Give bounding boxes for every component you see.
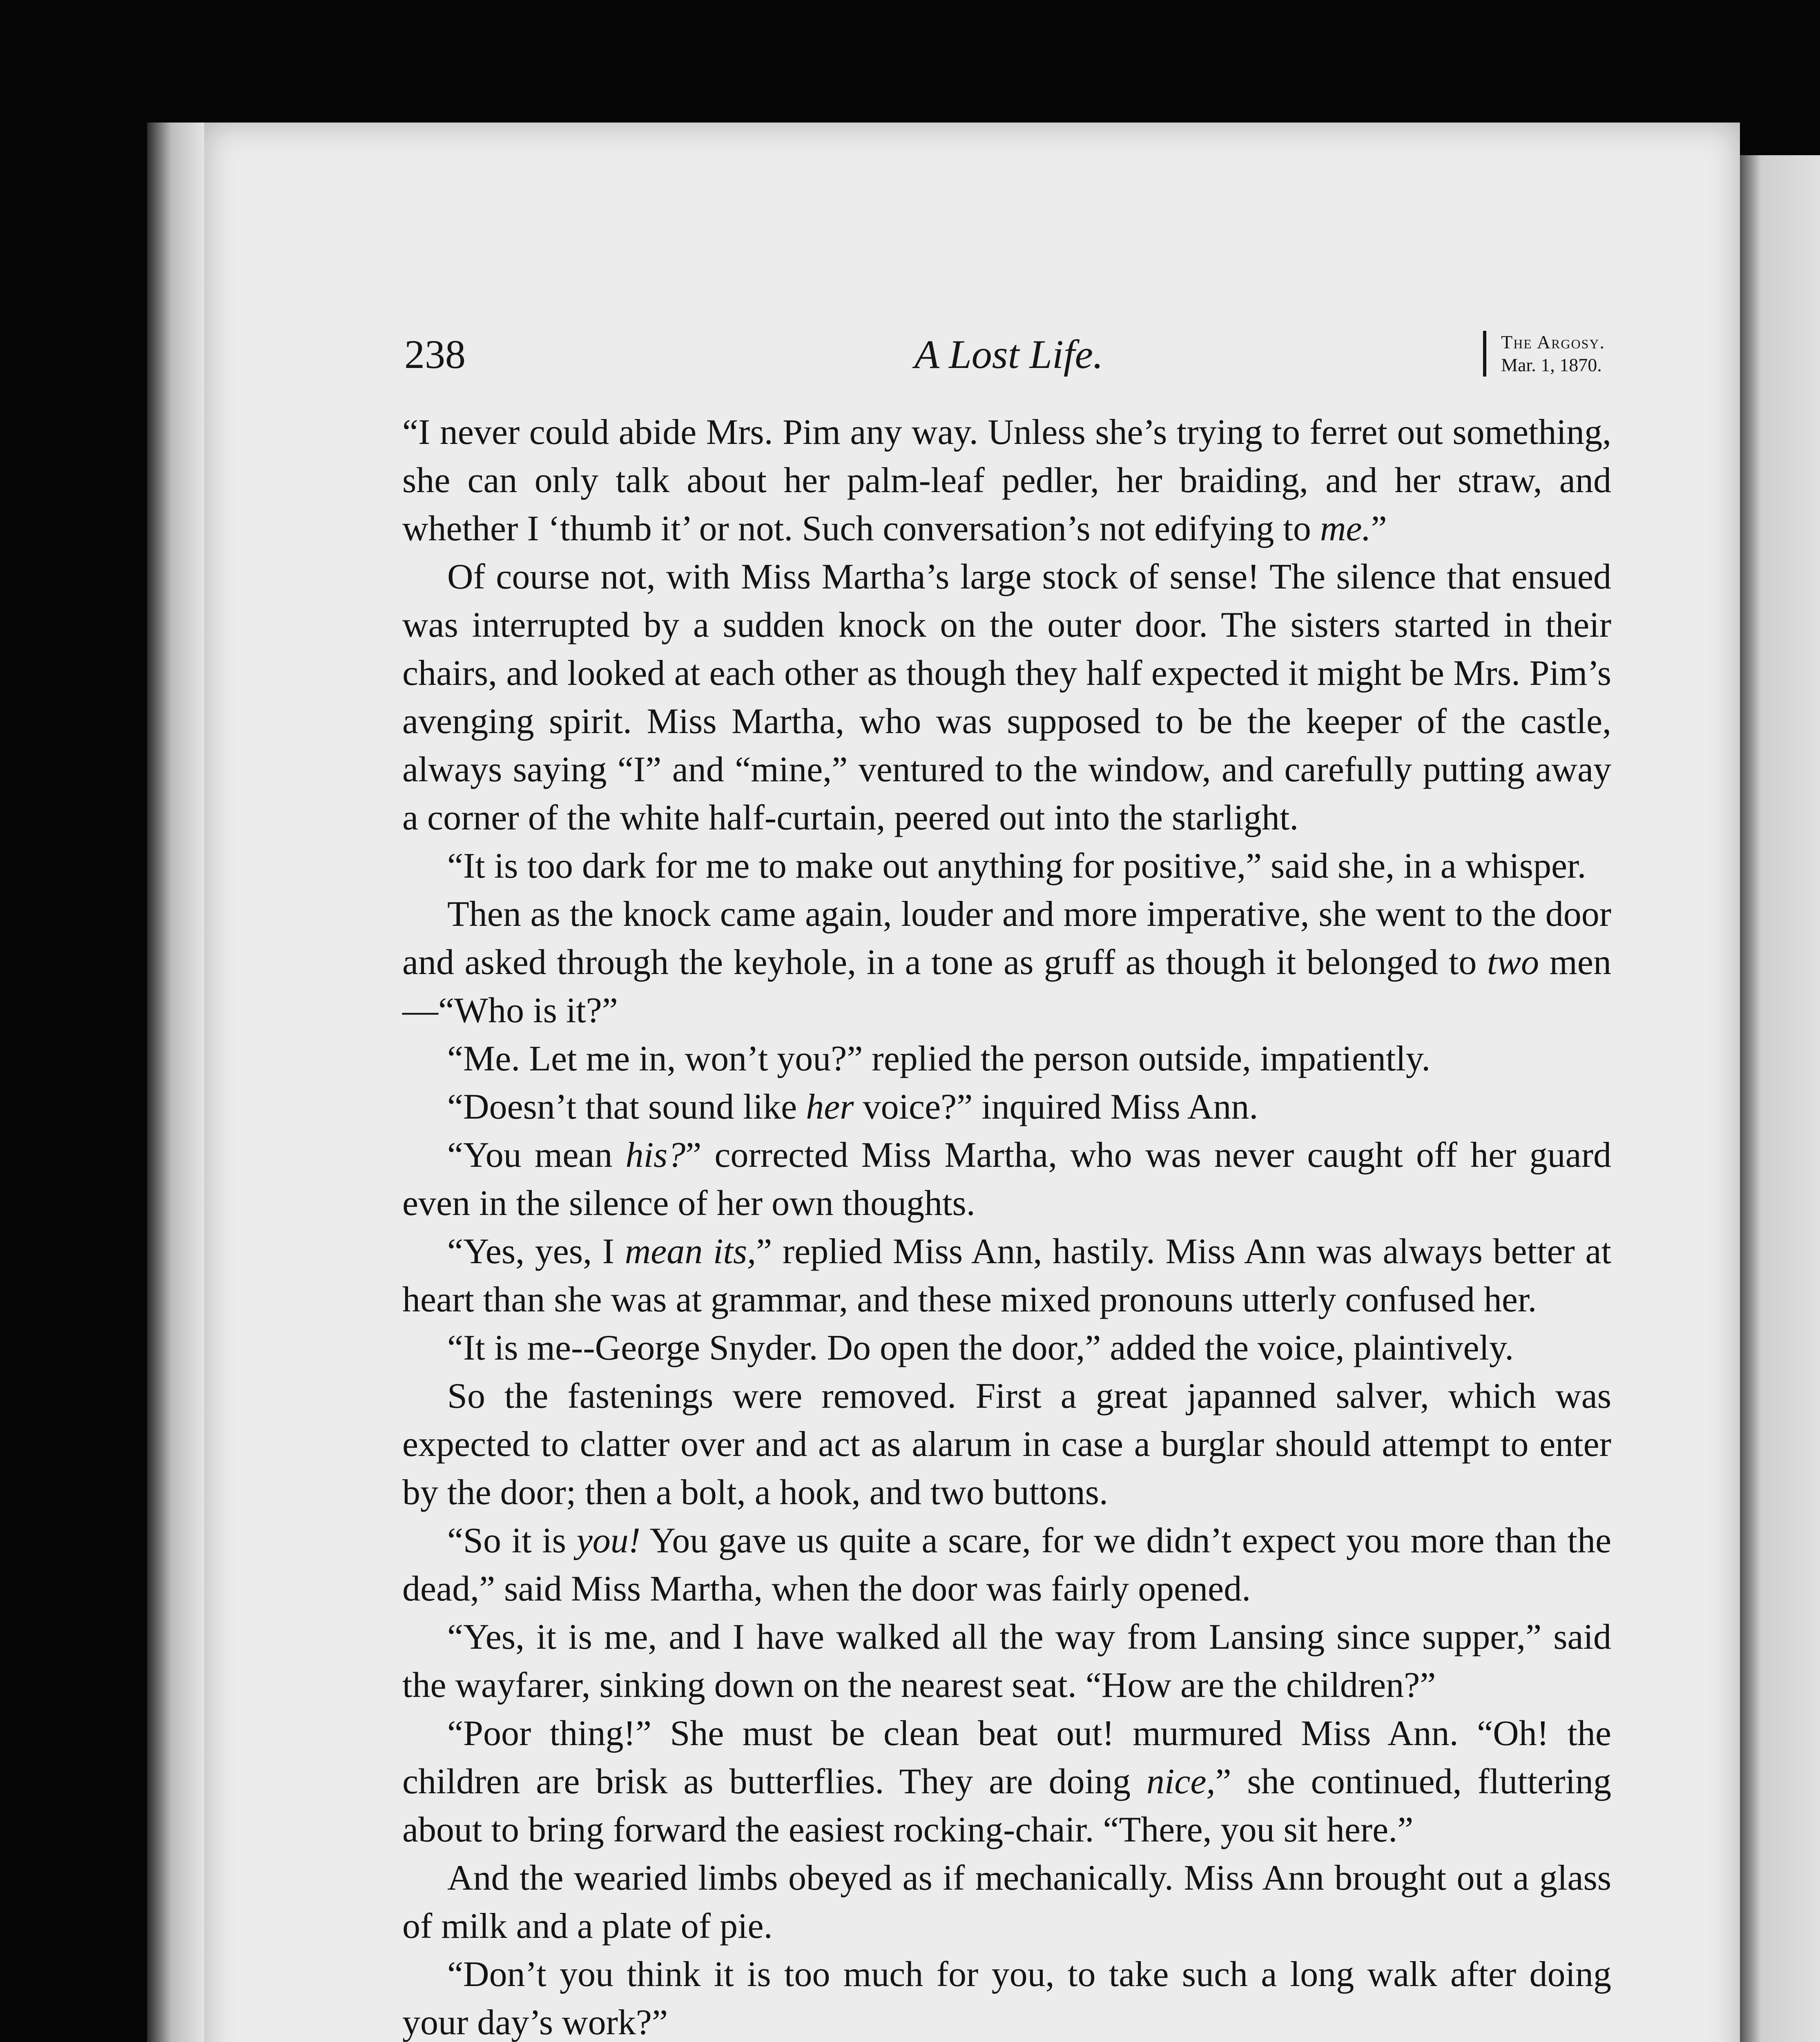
- body-text: [402, 408, 1611, 2042]
- journal-name: The Argosy.: [1501, 332, 1605, 352]
- paragraph: [402, 1613, 1611, 1710]
- paragraph: [402, 553, 1611, 842]
- text-run: ” she continued, fluttering about to bring forward the easiest rocking-chair. “There, you sit here.”: [402, 1762, 1611, 1850]
- text-run: So the fastenings were removed. First a great japanned salver, which was expected to clatter over and act as alarum in case a burglar should attempt to enter by the door; then a bolt, a hook, and two buttons.: [402, 1376, 1611, 1512]
- paragraph: [402, 1228, 1611, 1324]
- text-run: “I never could abide Mrs. Pim any way. Unless she’s trying to ferret out something, she can only talk about her palm-leaf pedler, her braiding, and her straw, and whether I ‘thumb it’ or not. Such conversation’s not edifying to: [402, 412, 1611, 548]
- text-run: ” corrected Miss Martha, who was never caught off her guard even in the silence of her own thoughts.: [402, 1135, 1611, 1223]
- text-run: “Yes, yes, I: [447, 1232, 625, 1271]
- page-number: 238: [404, 332, 466, 377]
- text-run: “Poor thing!” She must be clean beat out! murmured Miss Ann. “Oh! the children are brisk as butterflies. They are doing: [402, 1714, 1611, 1801]
- text-run: You gave us quite a scare, for we didn’t expect you more than the dead,” said Miss Martha, when the door was fairly opened.: [402, 1521, 1612, 1609]
- running-title: A Lost Life.: [914, 332, 1104, 377]
- text-run: “Yes, it is me, and I have walked all the way from Lansing since supper,” said the wayfarer, sinking down on the nearest seat. “How are the children?”: [402, 1617, 1611, 1705]
- paragraph: [402, 1372, 1611, 1517]
- text-run: “Me. Let me in, won’t you?” replied the person outside, impatiently.: [447, 1039, 1431, 1079]
- journal-date: Mar. 1, 1870.: [1501, 354, 1602, 375]
- italic-run: mean its,: [625, 1232, 756, 1271]
- text-run: “Don’t you think it is too much for you, to take such a long walk after doing your day’s work?”: [402, 1955, 1611, 2042]
- paragraph: [402, 1324, 1611, 1372]
- text-run: “It is me--George Snyder. Do open the door,” added the voice, plaintively.: [447, 1328, 1514, 1368]
- text-run: men—“Who is it?”: [402, 943, 1611, 1030]
- paragraph: [402, 1035, 1611, 1083]
- facing-page-edge: [1736, 155, 1820, 2042]
- paragraph: [402, 1854, 1611, 1951]
- italic-run: me.: [1320, 509, 1371, 548]
- paragraph: [402, 408, 1611, 553]
- paragraph: [402, 1517, 1611, 1613]
- text-run: “Doesn’t that sound like: [447, 1087, 806, 1127]
- text-run: ”: [1371, 509, 1387, 548]
- italic-run: her: [806, 1087, 854, 1127]
- paragraph: [402, 1951, 1611, 2042]
- text-run: And the wearied limbs obeyed as if mechanically. Miss Ann brought out a glass of milk and a plate of pie.: [402, 1858, 1611, 1946]
- text-run: “So it is: [447, 1521, 577, 1560]
- running-head: [404, 327, 1613, 384]
- paragraph: [402, 890, 1611, 1035]
- italic-run: nice,: [1146, 1762, 1216, 1801]
- text-run: “It is too dark for me to make out anything for positive,” said she, in a whisper.: [447, 846, 1586, 886]
- italic-run: two: [1487, 943, 1539, 982]
- text-run: Of course not, with Miss Martha’s large stock of sense! The silence that ensued was interrupted by a sudden knock on the outer door. The sisters started in their chairs, and looked at each other as though they half expected it might be Mrs. Pim’s avenging spirit. Miss Martha, who was supposed to be the keeper of the castle, always saying “I” and “mine,” ventured to the window, and carefully putting away a corner of the white half-curtain, peered out into the starlight.: [402, 557, 1611, 838]
- text-run: ” replied Miss Ann, hastily. Miss Ann was always better at heart than she was at grammar, and these mixed pronouns utterly confused her.: [402, 1232, 1611, 1320]
- paragraph: [402, 1131, 1611, 1228]
- paragraph: [402, 1083, 1611, 1131]
- italic-run: you!: [576, 1521, 641, 1560]
- text-run: “You mean: [447, 1135, 626, 1175]
- journal-reference: [1483, 331, 1605, 377]
- paragraph: [402, 1710, 1611, 1854]
- page-stack-left-edge: [147, 123, 208, 2042]
- text-run: voice?” inquired Miss Ann.: [854, 1087, 1258, 1127]
- text-run: Then as the knock came again, louder and more imperative, she went to the door and asked through the keyhole, in a tone as gruff as though it belonged to: [402, 894, 1611, 982]
- paragraph: [402, 842, 1611, 890]
- italic-run: his?: [625, 1135, 686, 1175]
